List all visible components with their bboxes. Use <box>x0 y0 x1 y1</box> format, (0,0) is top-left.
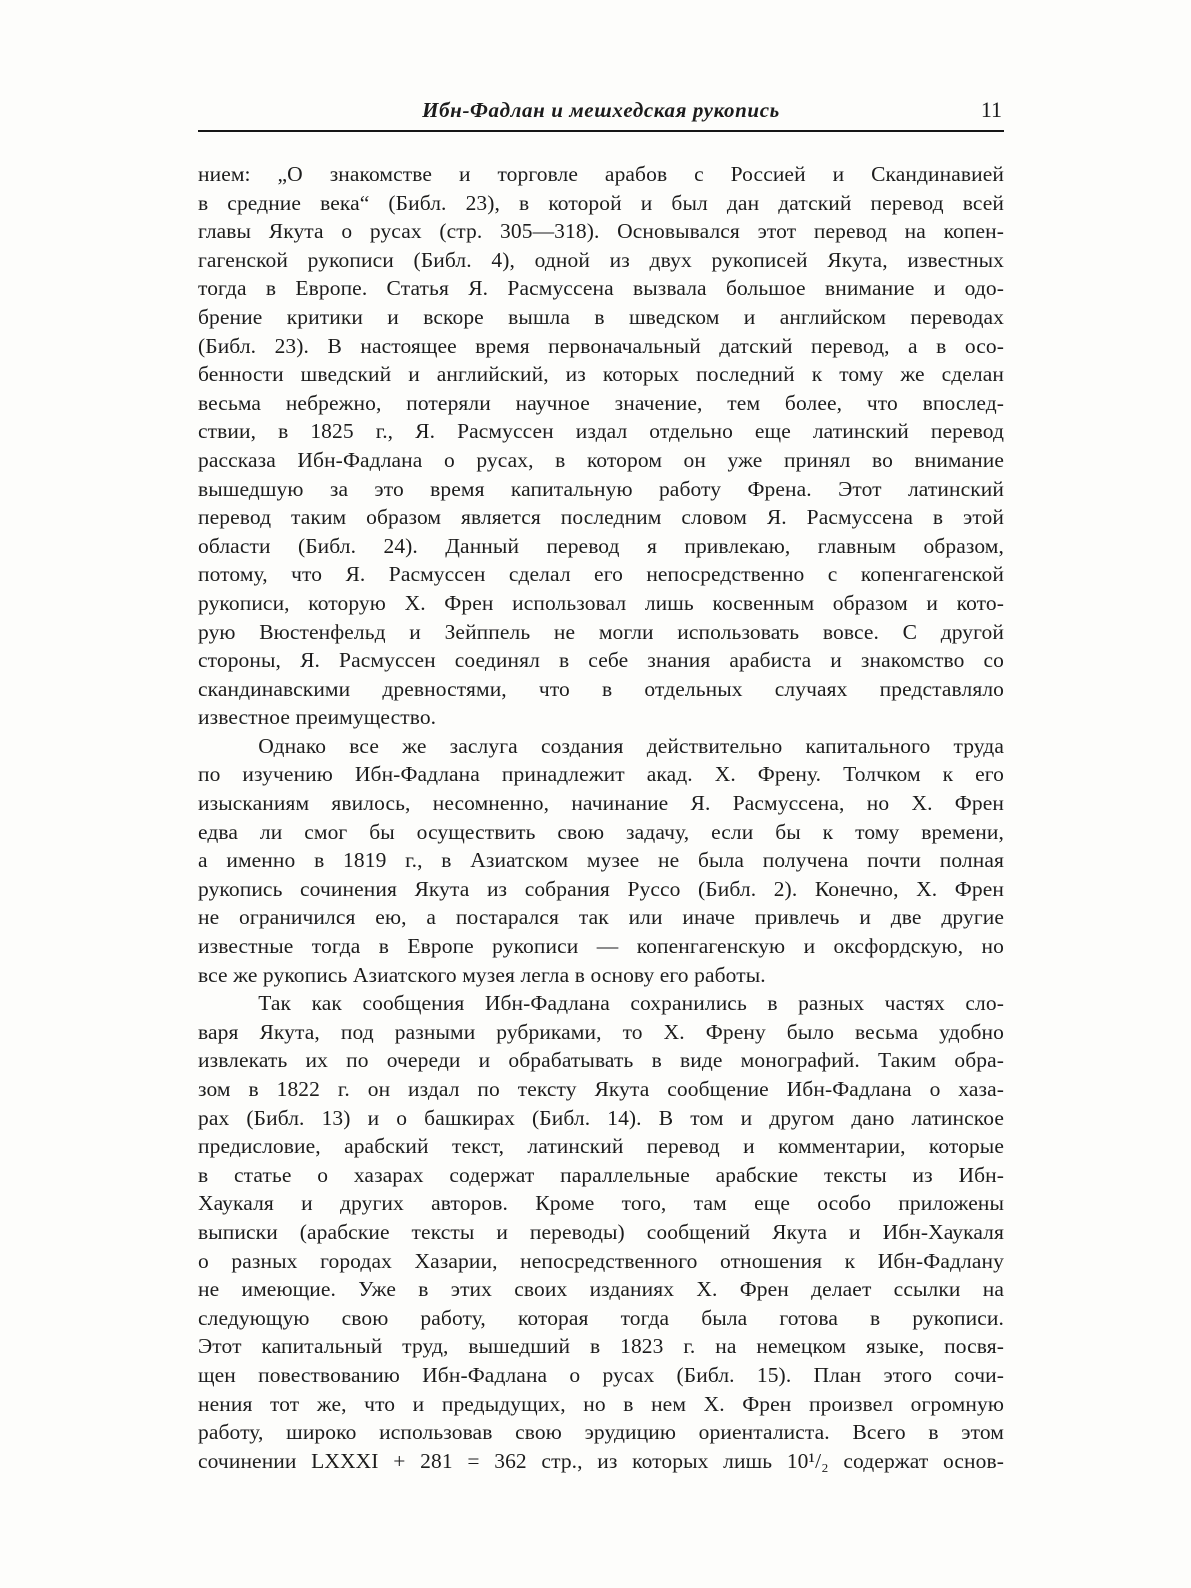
text-line: изысканиям явилось, несомненно, начинание Я. Расмуссена, но Х. Френ <box>198 791 1004 816</box>
text-line: ствии, в 1825 г., Я. Расмуссен издал отдельно еще латинский перевод <box>198 419 1004 444</box>
text-line: области (Библ. 24). Данный перевод я привлекаю, главным образом, <box>198 533 1004 558</box>
text-line: весьма небрежно, потеряли научное значение, тем более, что впослед- <box>198 390 1004 415</box>
header-rule <box>198 130 1004 132</box>
text-line: все же рукопись Азиатского музея легла в основу его работы. <box>198 962 766 987</box>
text-line: варя Якута, под разными рубриками, то Х. Френу было весьма удобно <box>198 1019 1004 1044</box>
page-number: 11 <box>980 97 1002 122</box>
text-line: Хаукаля и других авторов. Кроме того, там еще особо приложены <box>198 1191 1004 1216</box>
text-line: рассказа Ибн-Фадлана о русах, в котором он уже принял во внимание <box>198 447 1004 472</box>
text-line: тогда в Европе. Статья Я. Расмуссена вызвала большое внимание и одо- <box>198 276 1004 301</box>
text-line: следующую свою работу, которая тогда была готова в рукописи. <box>198 1305 1004 1330</box>
text-line: извлекать их по очереди и обрабатывать в виде монографий. Таким обра- <box>198 1048 1004 1073</box>
text-line: сочинении LXXXI + 281 = 362 стр., из которых лишь 10¹/₂ содержат основ- <box>198 1448 1004 1473</box>
text-line: (Библ. 23). В настоящее время первоначальный датский перевод, а в осо- <box>198 333 1004 358</box>
text-line: бенности шведский и английский, из которых последний к тому же сделан <box>198 362 1004 387</box>
text-line: рах (Библ. 13) и о башкирах (Библ. 14). В том и другом дано латинское <box>198 1105 1004 1130</box>
text-line: нием: „О знакомстве и торговле арабов с Россией и Скандинавией <box>198 162 1004 186</box>
text-line: известные тогда в Европе рукописи — копенгагенскую и оксфордскую, но <box>198 934 1004 959</box>
text-line: рукопись сочинения Якута из собрания Руссо (Библ. 2). Конечно, Х. Френ <box>198 876 1004 901</box>
text-line: выписки (арабские тексты и переводы) сообщений Якута и Ибн-Хаукаля <box>198 1219 1004 1244</box>
text-line: о разных городах Хазарии, непосредственного отношения к Ибн-Фадлану <box>198 1248 1004 1273</box>
text-line: скандинавскими древностями, что в отдельных случаях представляло <box>198 676 1004 701</box>
body-text <box>198 160 1004 1475</box>
running-header <box>198 96 1004 124</box>
text-line: известное преимущество. <box>198 705 437 730</box>
text-line: брение критики и вскоре вышла в шведском и английском переводах <box>198 304 1004 329</box>
text-line: главы Якута о русах (стр. 305—318). Основывался этот перевод на копен- <box>198 219 1004 244</box>
text-line: Так как сообщения Ибн-Фадлана сохранились в разных частях сло- <box>258 991 1004 1016</box>
text-line: по изучению Ибн-Фадлана принадлежит акад. Х. Френу. Толчком к его <box>198 762 1004 787</box>
text-line: вышедшую за это время капитальную работу Френа. Этот латинский <box>198 476 1004 501</box>
text-line: нения тот же, что и предыдущих, но в нем Х. Френ произвел огромную <box>198 1391 1004 1416</box>
text-line: в статье о хазарах содержат параллельные арабские тексты из Ибн- <box>198 1162 1004 1187</box>
text-column <box>198 96 1004 1475</box>
text-line: перевод таким образом является последним словом Я. Расмуссена в этой <box>198 505 1004 530</box>
text-line: щен повествованию Ибн-Фадлана о русах (Библ. 15). План этого сочи- <box>198 1362 1004 1387</box>
text-line: потому, что Я. Расмуссен сделал его непосредственно с копенгагенской <box>198 562 1004 587</box>
text-line: работу, широко использовав свою эрудицию ориенталиста. Всего в этом <box>198 1420 1004 1445</box>
text-line: зом в 1822 г. он издал по тексту Якута сообщение Ибн-Фадлана о хаза- <box>198 1077 1004 1101</box>
text-line: гагенской рукописи (Библ. 4), одной из двух рукописей Якута, известных <box>198 247 1004 272</box>
text-line: Однако все же заслуга создания действительно капитального труда <box>258 733 1004 758</box>
text-line: не имеющие. Уже в этих своих изданиях Х. Френ делает ссылки на <box>198 1277 1004 1302</box>
text-line: едва ли смог бы осуществить свою задачу, если бы к тому времени, <box>198 819 1004 844</box>
text-line: рую Вюстенфельд и Зейппель не могли использовать вовсе. С другой <box>198 619 1004 644</box>
running-header-title: Ибн-Фадлан и мешхедская рукопись <box>422 98 780 122</box>
text-line: Этот капитальный труд, вышедший в 1823 г. на немецком языке, посвя- <box>198 1334 1004 1359</box>
text-line: рукописи, которую Х. Френ использовал лишь косвенным образом и кото- <box>198 590 1004 615</box>
text-line: стороны, Я. Расмуссен соединял в себе знания арабиста и знакомство со <box>198 648 1004 673</box>
text-line: в средние века“ (Библ. 23), в которой и был дан датский перевод всей <box>198 190 1004 215</box>
text-line: предисловие, арабский текст, латинский перевод и комментарии, которые <box>198 1134 1004 1159</box>
text-line: а именно в 1819 г., в Азиатском музее не была получена почти полная <box>198 848 1004 873</box>
text-line: не ограничился ею, а постарался так или иначе привлечь и две другие <box>198 905 1004 930</box>
